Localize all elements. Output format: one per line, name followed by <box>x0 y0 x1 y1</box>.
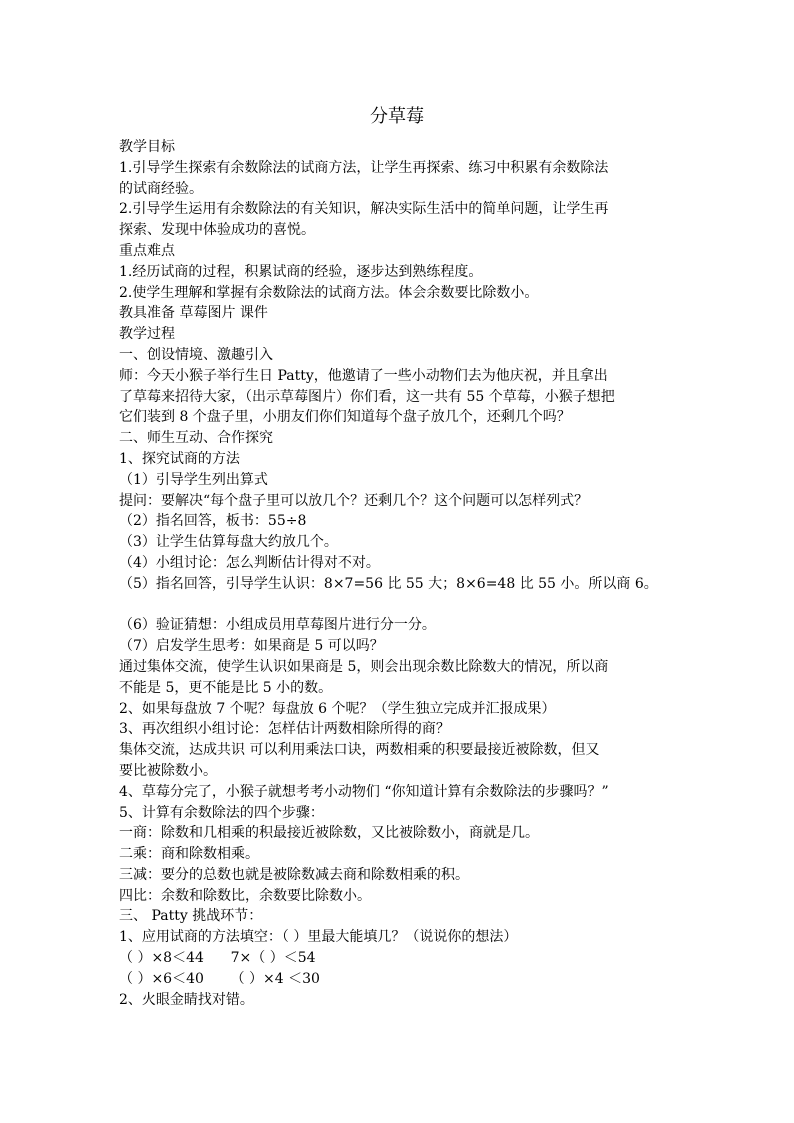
document-title: 分草莓 <box>370 106 424 127</box>
text-line: 一商：除数和几相乘的积最接近被除数，又比被除数小，商就是几。 <box>119 825 539 842</box>
text-line: 1.经历试商的过程，积累试商的经验，逐步达到熟练程度。 <box>119 263 483 280</box>
text-line: 2.使学生理解和掌握有余数除法的试商方法。体会余数要比除数小。 <box>119 284 539 301</box>
text-line: 2、如果每盘放 7 个呢？每盘放 6 个呢？（学生独立完成并汇报成果） <box>119 700 556 717</box>
text-line: （4）小组讨论：怎么判断估计得对不对。 <box>119 554 380 571</box>
text-line: 2.引导学生运用有余数除法的有关知识，解决实际生活中的简单问题，让学生再 <box>119 201 609 218</box>
text-line: 师：今天小猴子举行生日 Patty，他邀请了一些小动物们去为他庆祝，并且拿出 <box>119 367 608 384</box>
text-line: 三减：要分的总数也就是被除数减去商和除数相乘的积。 <box>119 866 469 883</box>
text-line: 教学过程 <box>119 326 175 343</box>
text-line: 4、草莓分完了，小猴子就想考考小动物们 “你知道计算有余数除法的步骤吗？” <box>119 783 609 800</box>
text-line: （7）启发学生思考：如果商是 5 可以吗？ <box>119 638 384 655</box>
text-line: 探索、发现中体验成功的喜悦。 <box>119 222 315 239</box>
text-line: （ ）×6＜40 （ ）×4 ＜30 <box>119 970 320 987</box>
text-line: （3）让学生估算每盘大约放几个。 <box>119 534 338 551</box>
text-line: 1.引导学生探索有余数除法的试商方法，让学生再探索、练习中积累有余数除法 <box>119 159 609 176</box>
text-line: 了草莓来招待大家，（出示草莓图片）你们看，这一共有 55 个草莓，小猴子想把 <box>119 388 615 405</box>
text-line: 集体交流，达成共识 可以利用乘法口诀，两数相乘的积要最接近被除数，但又 <box>119 742 600 759</box>
text-line: 重点难点 <box>119 242 175 259</box>
text-line: （5）指名回答，引导学生认识：8×7=56 比 55 大；8×6=48 比 55 小。所以商 6。 <box>119 575 658 592</box>
text-line: 四比：余数和除数比，余数要比除数小。 <box>119 887 371 904</box>
text-line: 它们装到 8 个盘子里，小朋友们你们知道每个盘子放几个，还剩几个吗？ <box>119 409 571 426</box>
text-line: 二、师生互动、合作探究 <box>119 430 273 447</box>
text-line: 二乘：商和除数相乘。 <box>119 846 259 863</box>
text-line: 5、计算有余数除法的四个步骤： <box>119 804 324 821</box>
text-line: （ ）×8＜44 7×（ ）＜54 <box>119 950 316 967</box>
text-line: （6）验证猜想：小组成员用草莓图片进行分一分。 <box>119 617 436 634</box>
text-line: （2）指名回答，板书：55÷8 <box>119 513 307 530</box>
text-line: 教学目标 <box>119 139 175 155</box>
text-line: 的试商经验。 <box>119 180 203 197</box>
text-line: 通过集体交流，使学生认识如果商是 5，则会出现余数比除数大的情况，所以商 <box>119 658 609 675</box>
text-line: 教具准备 草莓图片 课件 <box>119 305 268 322</box>
text-line: 2、火眼金睛找对错。 <box>119 991 254 1008</box>
text-line: 一、创设情境、激趣引入 <box>119 346 273 363</box>
text-line: 1、探究试商的方法 <box>119 450 240 467</box>
text-line: 3、再次组织小组讨论：怎样估计两数相除所得的商？ <box>119 721 450 738</box>
text-line: 提问：要解决“每个盘子里可以放几个？还剩几个？这个问题可以怎样列式？ <box>119 492 589 509</box>
text-line <box>119 595 679 616</box>
text-line: 要比被除数小。 <box>119 762 217 779</box>
document-body <box>119 137 679 1010</box>
text-line: 三、 Patty 挑战环节： <box>119 908 263 925</box>
text-line: 1、应用试商的方法填空：（ ）里最大能填几？（说说你的想法） <box>119 929 518 946</box>
text-line: （1）引导学生列出算式 <box>119 471 268 488</box>
text-line: 不能是 5，更不能是比 5 小的数。 <box>119 679 333 696</box>
